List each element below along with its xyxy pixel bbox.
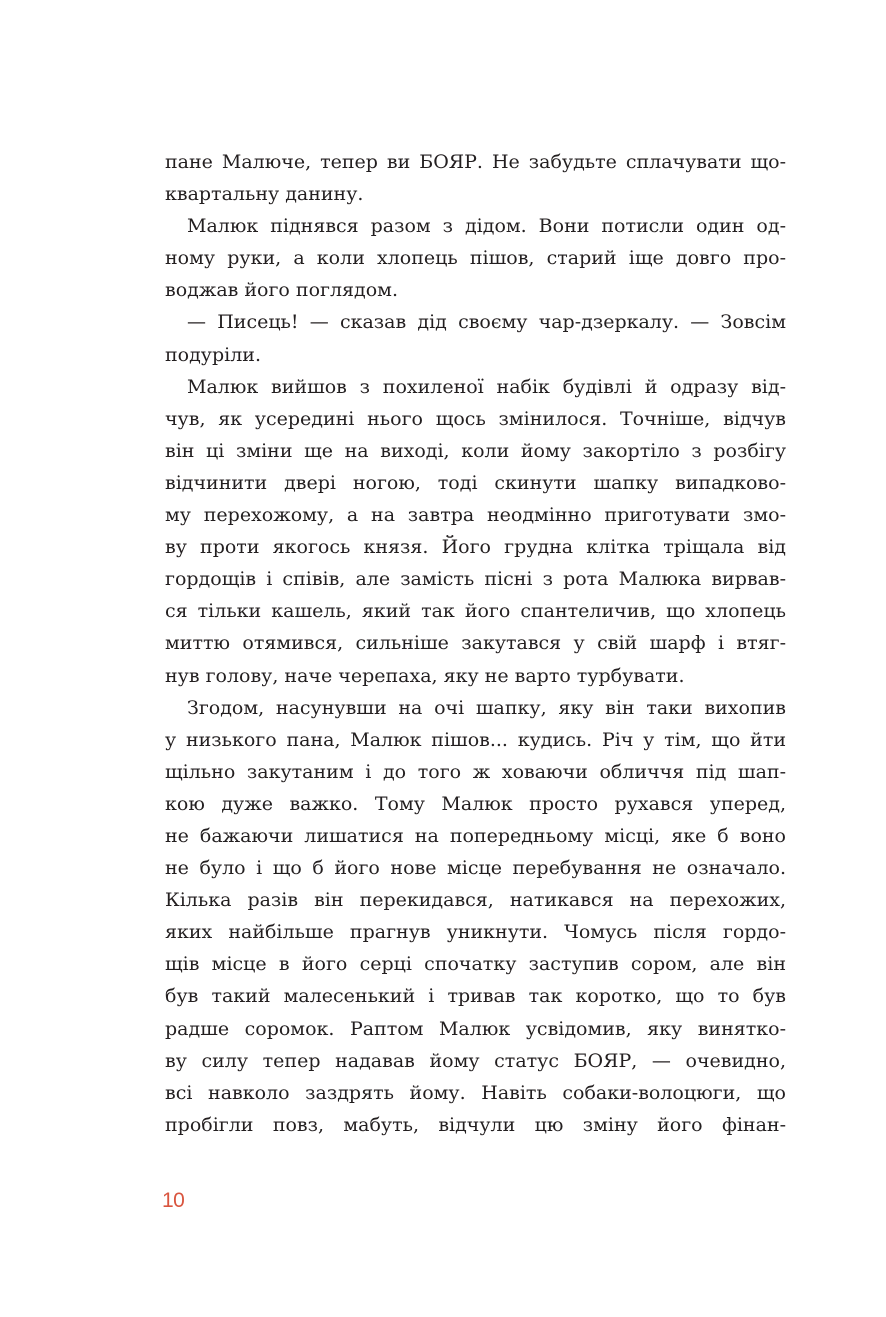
- text-line: щів місце в його серці спочатку заступив сором, але він: [165, 953, 786, 976]
- text-line: пане Малюче, тепер ви БОЯР. Не забудьте сплачувати що-: [165, 151, 786, 173]
- text-line: не було і що б його нове місце перебування не означало.: [165, 857, 786, 880]
- text-line: квартальну данину.: [165, 183, 364, 206]
- text-line: Згодом, насунувши на очі шапку, яку він таки вихопив: [187, 696, 786, 719]
- text-line: не бажаючи лишатися на попередньому місці, яке б воно: [165, 824, 786, 847]
- text-line: — Писець! — сказав дід своєму чар-дзеркалу. — Зовсім: [187, 311, 786, 334]
- body-text: [165, 146, 786, 1141]
- text-line: Малюк піднявся разом з дідом. Вони потисли один од-: [187, 215, 786, 238]
- text-line: Малюк вийшов з похиленої набік будівлі й одразу від-: [187, 375, 786, 398]
- text-line: ву проти якогось князя. Його грудна клітка тріщала від: [165, 536, 786, 559]
- text-line: чув, як усередині нього щось змінилося. Точніше, відчув: [165, 407, 786, 430]
- text-line: ному руки, а коли хлопець пішов, старий іще довго про-: [165, 247, 786, 270]
- text-line: він ці зміни ще на виході, коли йому закортіло з розбігу: [165, 439, 786, 462]
- text-line: у низького пана, Малюк пішов... кудись. Річ у тім, що йти: [165, 728, 786, 751]
- page-number: 10: [162, 1189, 185, 1212]
- text-line: яких найбільше прагнув уникнути. Чомусь після гордо-: [165, 921, 786, 944]
- text-line: був такий малесенький і тривав так коротко, що то був: [165, 985, 786, 1008]
- text-line: нув голову, наче черепаха, яку не варто турбувати.: [165, 664, 685, 687]
- text-line: гордощів і співів, але замість пісні з рота Малюка вирвав-: [165, 568, 786, 591]
- text-line: кою дуже важко. Тому Малюк просто рухався уперед,: [165, 792, 786, 815]
- text-line: му перехожому, а на завтра неодмінно приготувати змо-: [165, 504, 786, 527]
- text-line: ся тільки кашель, який так його спантеличив, що хлопець: [165, 600, 786, 623]
- text-line: всі навколо заздрять йому. Навіть собаки-волоцюги, що: [165, 1081, 786, 1104]
- text-line: ву силу тепер надавав йому статус БОЯР, — очевидно,: [165, 1049, 786, 1072]
- text-line: пробігли повз, мабуть, відчули цю зміну його фінан-: [165, 1113, 786, 1136]
- text-line: відчинити двері ногою, тоді скинути шапку випадково-: [165, 471, 786, 494]
- text-line: радше соромок. Раптом Малюк усвідомив, яку винятко-: [165, 1017, 786, 1040]
- text-line: подуріли.: [165, 343, 261, 366]
- text-line: Кілька разів він перекидався, натикався на перехожих,: [165, 889, 786, 912]
- text-line: воджав його поглядом.: [165, 279, 398, 302]
- text-line: миттю отямився, сильніше закутався у свій шарф і втяг-: [165, 632, 786, 655]
- text-line: щільно закутаним і до того ж ховаючи обличчя під шап-: [165, 760, 786, 783]
